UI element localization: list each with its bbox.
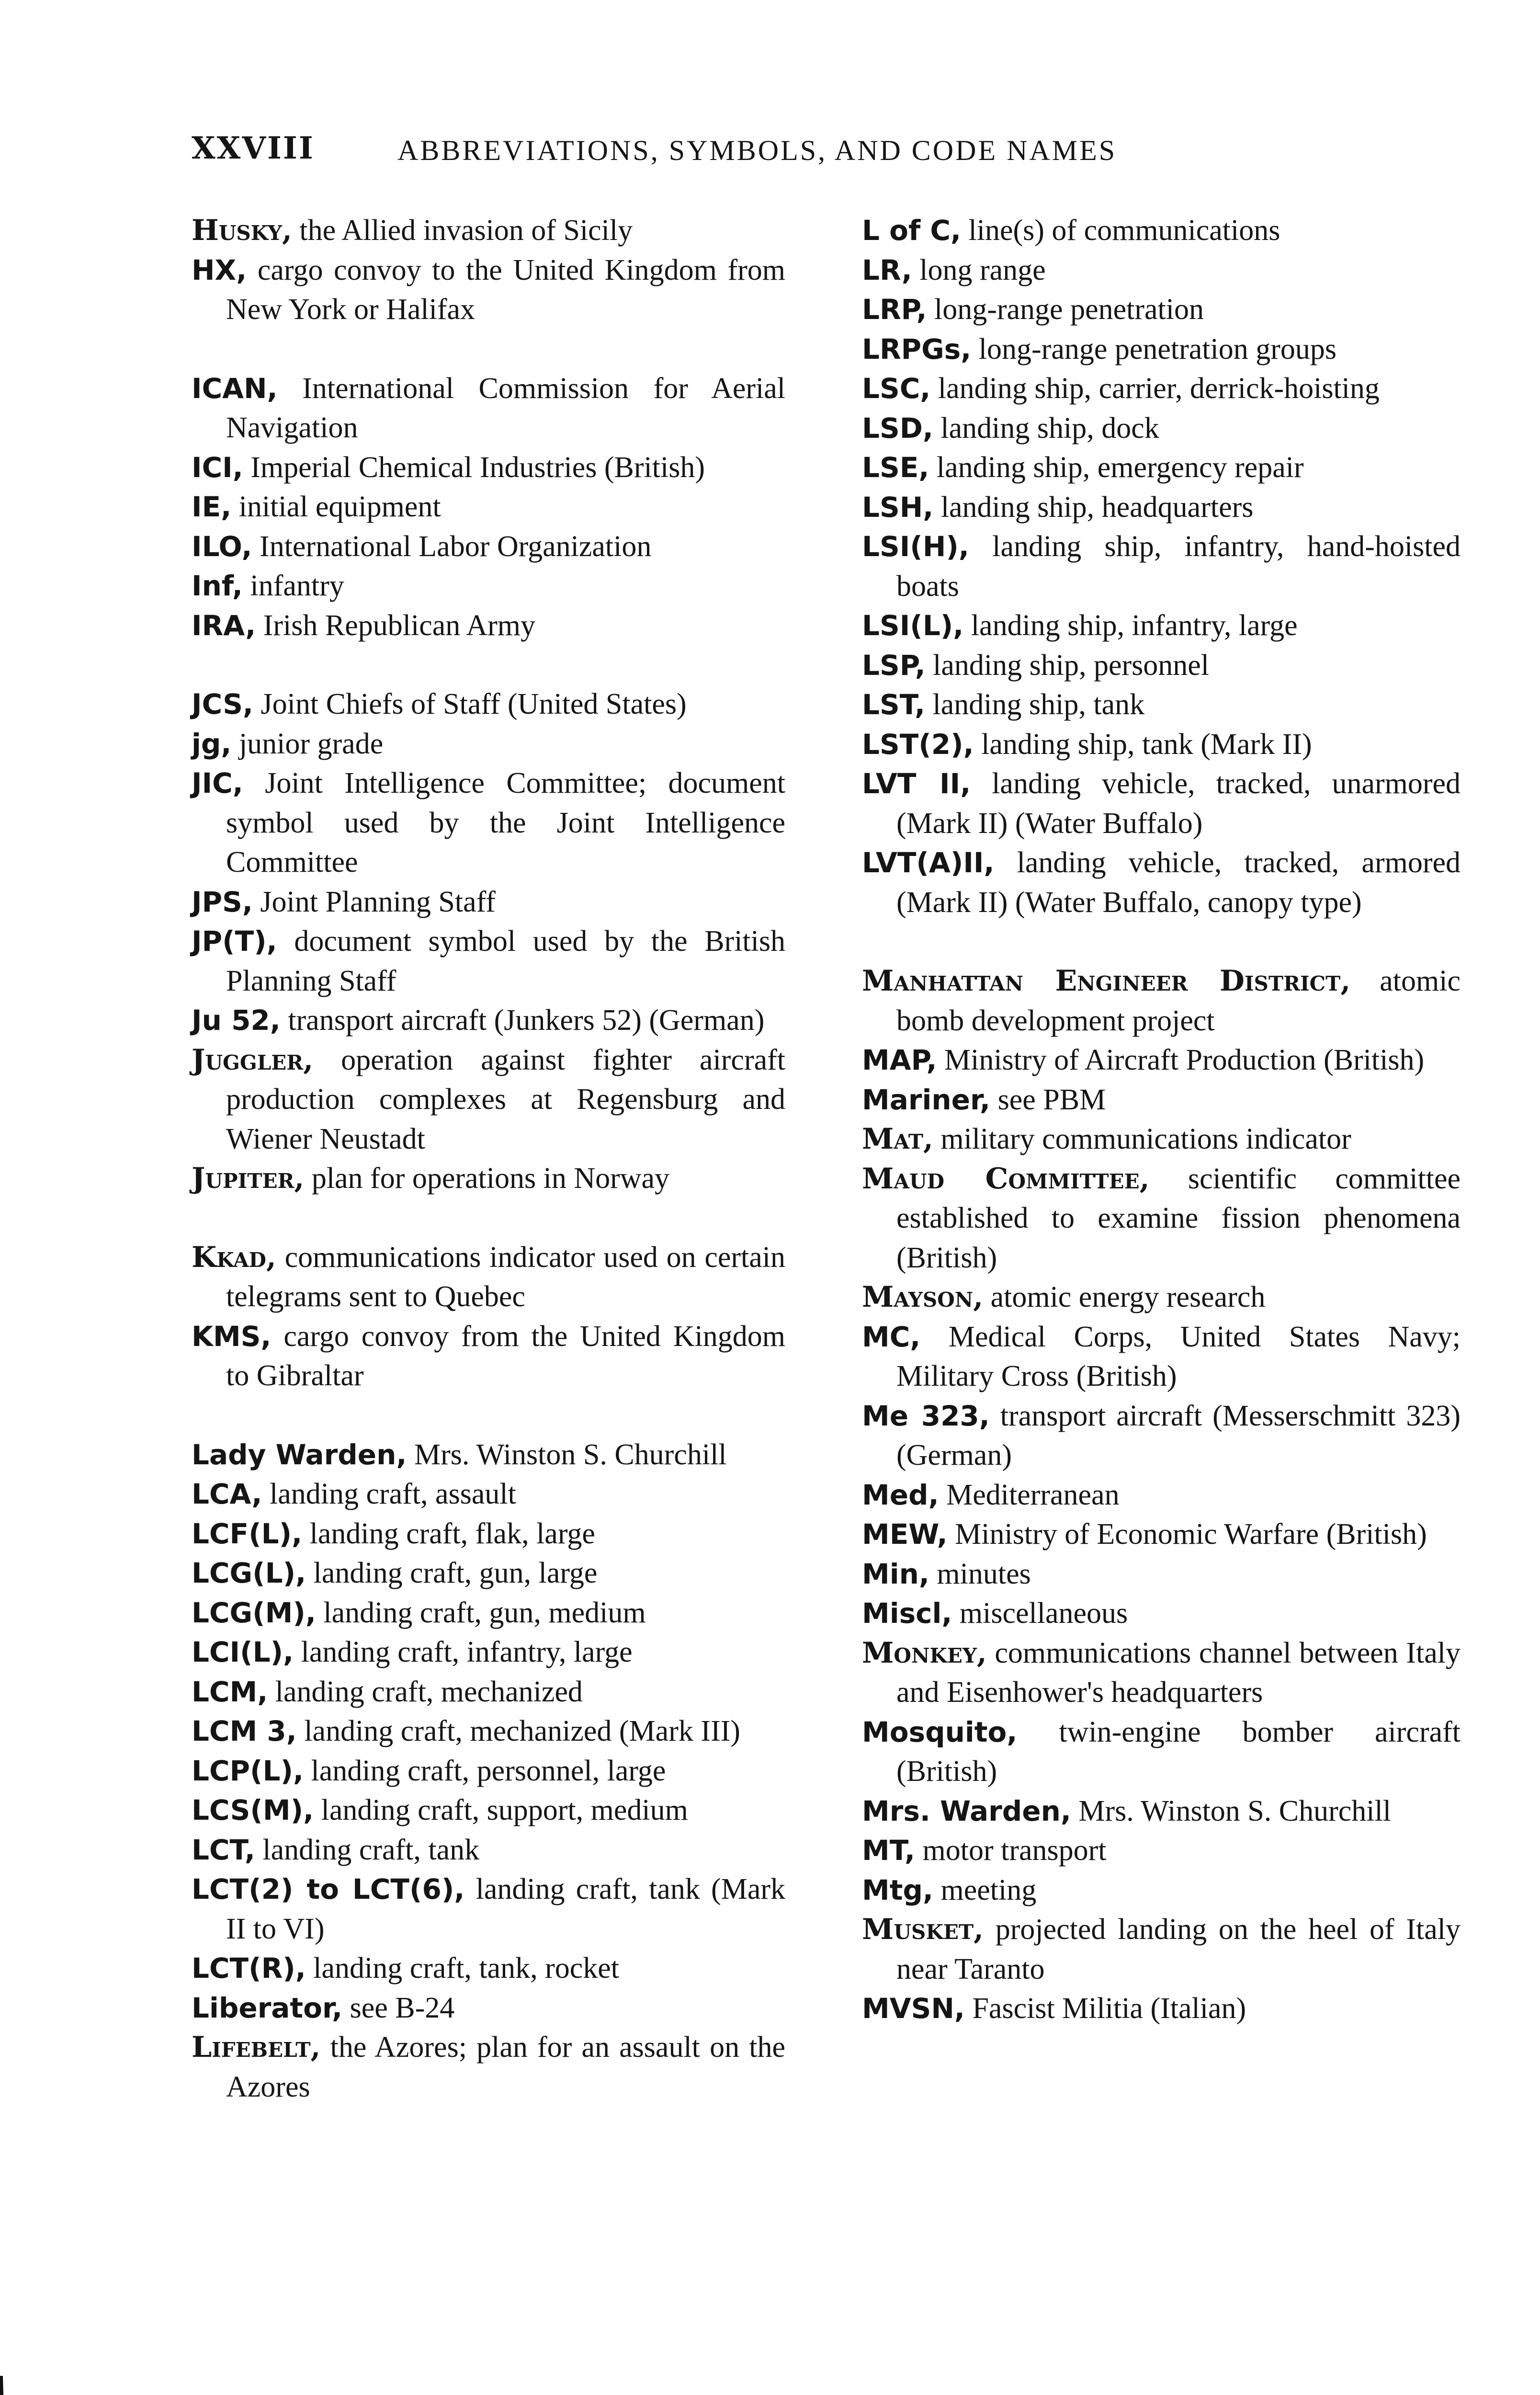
entry-term: LCG(M), (192, 1596, 316, 1629)
entry-term: LSI(H), (862, 530, 969, 563)
entry-definition: International Commission for Aerial Navigation (226, 372, 785, 444)
glossary-entry (192, 2028, 785, 2107)
entry-term: LSE, (862, 451, 929, 484)
entry-group (192, 1435, 785, 2107)
entry-definition: Joint Planning Staff (252, 885, 496, 918)
entry-term: ICAN, (192, 372, 278, 405)
entry-definition: Medical Corps, United States Navy; Military Cross (British) (896, 1320, 1461, 1392)
entry-term: LRP, (862, 293, 927, 326)
entry-term: LCF(L), (192, 1517, 303, 1550)
entry-term: LCT(2) to LCT(6), (192, 1873, 465, 1905)
entry-group (862, 961, 1461, 2029)
entry-definition: transport aircraft (Junkers 52) (German) (280, 1004, 765, 1037)
entry-term: KMS, (192, 1320, 272, 1353)
glossary-entry (192, 211, 785, 251)
entry-term: Mariner, (862, 1083, 991, 1116)
entry-definition: infantry (242, 570, 344, 602)
binding-shadow (0, 2376, 12, 2395)
glossary-entry (862, 1317, 1461, 1396)
entry-term: LSI(L), (862, 609, 964, 642)
entry-term: HX, (192, 253, 247, 286)
glossary-entry (862, 1119, 1461, 1159)
entry-definition: long-range penetration (927, 293, 1204, 326)
entry-term: LCS(M), (192, 1794, 314, 1826)
entry-term: LCI(L), (192, 1636, 294, 1668)
entry-term: Mrs. Warden, (862, 1794, 1071, 1827)
entry-term: LCT, (192, 1833, 255, 1866)
glossary-entry (862, 1080, 1461, 1120)
entry-term: Liberator, (192, 1991, 343, 2024)
glossary-entry (192, 1317, 785, 1396)
entry-definition: landing craft, assault (262, 1478, 516, 1510)
entry-definition: see B-24 (342, 1991, 455, 2024)
entry-term: LCM, (192, 1675, 268, 1708)
glossary-entry (192, 1830, 785, 1870)
glossary-entry (862, 1712, 1461, 1791)
glossary-entry (862, 1159, 1461, 1278)
glossary-entry (192, 1870, 785, 1949)
entry-definition: minutes (929, 1557, 1031, 1590)
glossary-entry (192, 1672, 785, 1712)
entry-definition: long range (912, 253, 1046, 286)
entry-definition: International Labor Organization (252, 530, 652, 563)
glossary-entry (862, 409, 1461, 448)
glossary-entry (862, 251, 1461, 290)
entry-definition: landing craft, flak, large (302, 1517, 595, 1550)
entry-term: Juggler, (192, 1043, 314, 1077)
entry-definition: Ministry of Economic Warfare (British) (947, 1518, 1427, 1551)
glossary-entry (192, 448, 785, 488)
glossary-entry (192, 724, 785, 764)
entry-term: IRA, (192, 609, 256, 642)
entry-term: Mosquito, (862, 1715, 1018, 1748)
entry-definition: initial equipment (231, 490, 441, 523)
entry-term: LCT(R), (192, 1952, 306, 1984)
entry-term: ILO, (192, 530, 252, 563)
glossary-entry (862, 843, 1461, 922)
entry-definition: Mrs. Winston S. Churchill (407, 1438, 727, 1471)
glossary-entry (192, 606, 785, 646)
left-column (192, 211, 785, 2107)
entry-term: jg, (192, 727, 232, 760)
entry-definition: Ministry of Aircraft Production (British) (937, 1044, 1425, 1076)
entry-definition: Fascist Militia (Italian) (964, 1992, 1246, 2025)
glossary-entry (862, 448, 1461, 488)
entry-term: LVT II, (862, 767, 971, 800)
entry-definition: the Allied invasion of Sicily (292, 214, 633, 247)
right-column (862, 211, 1461, 2029)
entry-term: LSP, (862, 649, 926, 682)
glossary-entry (862, 1870, 1461, 1910)
glossary-entry (862, 606, 1461, 646)
entry-definition: landing ship, dock (933, 411, 1159, 445)
entry-group (192, 1238, 785, 1396)
entry-definition: Irish Republican Army (256, 609, 535, 642)
entry-definition: atomic energy research (983, 1281, 1266, 1313)
entry-term: LCG(L), (192, 1557, 306, 1589)
glossary-entry (862, 1040, 1461, 1080)
entry-definition: landing craft, tank (255, 1833, 480, 1866)
entry-term: L of C, (862, 214, 962, 247)
entry-definition: landing craft, mechanized (268, 1675, 583, 1708)
entry-definition: see PBM (990, 1083, 1106, 1116)
entry-definition: landing ship, emergency repair (929, 451, 1304, 484)
entry-definition: landing ship, tank (925, 688, 1145, 721)
glossary-entry (192, 1553, 785, 1593)
entry-definition: landing craft, tank (Mark II to VI) (226, 1873, 785, 1945)
entry-definition: twin-engine bomber aircraft (British) (896, 1715, 1461, 1788)
entry-definition: landing craft, tank, rocket (306, 1952, 619, 1984)
page-header (192, 130, 1370, 178)
entry-term: LCM 3, (192, 1715, 297, 1747)
glossary-entry (192, 1001, 785, 1040)
glossary-entry (862, 527, 1461, 606)
glossary-entry (862, 1831, 1461, 1870)
entry-definition: landing craft, infantry, large (294, 1636, 633, 1668)
glossary-entry (192, 1988, 785, 2028)
entry-term: LSH, (862, 490, 934, 524)
glossary-entry (862, 961, 1461, 1040)
glossary-entry (192, 1238, 785, 1317)
entry-definition: landing ship, carrier, derrick-hoisting (930, 372, 1380, 405)
glossary-entry (192, 1474, 785, 1514)
entry-group (862, 211, 1461, 922)
entry-term: Manhattan Engineer District, (862, 964, 1351, 998)
entry-group (192, 369, 785, 646)
glossary-entry (862, 1594, 1461, 1633)
entry-term: MEW, (862, 1518, 948, 1551)
entry-term: LST, (862, 688, 926, 721)
entry-definition: communications channel between Italy and Eisenhower's headquarters (896, 1636, 1461, 1709)
glossary-entry (862, 488, 1461, 527)
entry-definition: landing ship, infantry, hand-hoisted boats (896, 530, 1461, 603)
entry-term: LR, (862, 253, 912, 286)
entry-term: Miscl, (862, 1597, 952, 1630)
glossary-entry (192, 684, 785, 724)
glossary-entry (862, 646, 1461, 685)
entry-definition: military communications indicator (933, 1123, 1351, 1155)
entry-definition: Imperial Chemical Industries (British) (243, 451, 705, 484)
entry-term: MC, (862, 1320, 921, 1353)
running-head: ABBREVIATIONS, SYMBOLS, AND CODE NAMES (397, 135, 1117, 166)
entry-term: LST(2), (862, 728, 974, 761)
entry-term: MAP, (862, 1044, 937, 1076)
entry-definition: long-range penetration groups (971, 332, 1337, 365)
entry-term: LSC, (862, 372, 931, 405)
glossary-entry (862, 1277, 1461, 1317)
entry-term: LRPGs, (862, 332, 972, 365)
entry-definition: motor transport (915, 1834, 1107, 1867)
entry-definition: landing vehicle, tracked, armored (Mark II) (Water Buffalo, canopy type) (896, 846, 1461, 919)
entry-term: Mtg, (862, 1873, 933, 1906)
entry-term: LCA, (192, 1478, 262, 1510)
entry-group (192, 211, 785, 330)
glossary-entry (192, 882, 785, 922)
glossary-entry (192, 764, 785, 882)
glossary-entry (862, 1633, 1461, 1712)
glossary-entry (192, 1435, 785, 1475)
entry-term: Lifebelt, (192, 2030, 321, 2064)
entry-definition: plan for operations in Norway (304, 1162, 670, 1195)
entry-term: JIC, (192, 767, 243, 799)
entry-term: IE, (192, 490, 232, 523)
entry-term: Kkad, (192, 1240, 276, 1274)
entry-term: Ju 52, (192, 1004, 281, 1037)
entry-definition: landing craft, personnel, large (304, 1754, 666, 1787)
entry-definition: line(s) of communications (961, 214, 1280, 247)
glossary-entry (192, 1791, 785, 1830)
entry-term: JPS, (192, 885, 253, 918)
glossary-entry (862, 1910, 1461, 1989)
glossary-entry (862, 1475, 1461, 1515)
glossary-entry (192, 527, 785, 567)
entry-term: ICI, (192, 451, 243, 484)
glossary-entry (192, 1632, 785, 1672)
glossary-entry (192, 1159, 785, 1198)
entry-definition: scientific committee established to examine fission phenomena (British) (896, 1162, 1461, 1274)
entry-definition: landing craft, support, medium (314, 1794, 688, 1826)
glossary-entry (862, 290, 1461, 330)
entry-definition: cargo convoy to the United Kingdom from New York or Halifax (226, 253, 785, 326)
glossary-entry (862, 1554, 1461, 1594)
entry-term: Jupiter, (192, 1162, 305, 1195)
glossary-entry (862, 330, 1461, 369)
entry-definition: meeting (933, 1873, 1037, 1906)
entry-term: MVSN, (862, 1992, 965, 2025)
glossary-entry (862, 211, 1461, 251)
glossary-entry (862, 1791, 1461, 1831)
entry-definition: Joint Chiefs of Staff (United States) (253, 688, 687, 720)
entry-term: LSD, (862, 411, 933, 445)
glossary-entry (192, 566, 785, 606)
entry-term: Mayson, (862, 1280, 984, 1314)
glossary-entry (862, 725, 1461, 764)
entry-definition: miscellaneous (952, 1597, 1128, 1630)
entry-term: Musket, (862, 1913, 984, 1946)
entry-definition: transport aircraft (Messerschmitt 323) (German) (896, 1399, 1461, 1471)
glossary-entry (192, 1949, 785, 1988)
page-number: XXVIII (192, 130, 315, 166)
glossary-entry (862, 685, 1461, 725)
glossary-entry (862, 1515, 1461, 1554)
entry-definition: landing ship, infantry, large (963, 609, 1298, 642)
entry-definition: junior grade (231, 727, 384, 760)
entry-term: LVT(A)II, (862, 846, 995, 879)
glossary-entry (192, 1593, 785, 1633)
entry-term: Monkey, (862, 1636, 987, 1670)
entry-definition: landing ship, headquarters (933, 490, 1254, 524)
glossary-entry (192, 1751, 785, 1791)
glossary-entry (192, 487, 785, 527)
entry-definition: landing vehicle, tracked, unarmored (Mark II) (Water Buffalo) (896, 767, 1461, 840)
entry-term: LCP(L), (192, 1754, 304, 1787)
glossary-entry (192, 251, 785, 330)
glossary-entry (192, 922, 785, 1001)
entry-term: Husky, (192, 214, 292, 247)
entry-definition: landing craft, gun, medium (316, 1596, 646, 1629)
entry-term: Inf, (192, 570, 243, 602)
entry-definition: document symbol used by the British Planning Staff (226, 925, 785, 997)
entry-definition: landing ship, tank (Mark II) (974, 728, 1312, 761)
entry-definition: landing ship, personnel (925, 649, 1209, 682)
entry-definition: cargo convoy from the United Kingdom to Gibraltar (226, 1320, 785, 1392)
entry-group (192, 684, 785, 1198)
entry-term: Lady Warden, (192, 1438, 407, 1471)
entry-definition: the Azores; plan for an assault on the Azores (226, 2031, 785, 2103)
entry-term: Mat, (862, 1122, 933, 1156)
entry-term: JCS, (192, 688, 254, 720)
glossary-entry (862, 369, 1461, 409)
entry-definition: atomic bomb development project (896, 965, 1461, 1037)
glossary-entry (862, 1989, 1461, 2029)
glossary-entry (862, 1396, 1461, 1475)
entry-term: JP(T), (192, 925, 277, 958)
entry-definition: Joint Intelligence Committee; document symbol used by the Joint Intelligence Committee (226, 767, 785, 878)
entry-definition: projected landing on the heel of Italy near Taranto (896, 1913, 1461, 1985)
entry-term: Me 323, (862, 1399, 990, 1432)
entry-definition: Mrs. Winston S. Churchill (1071, 1794, 1391, 1827)
entry-definition: communications indicator used on certain telegrams sent to Quebec (226, 1241, 785, 1313)
entry-definition: Mediterranean (939, 1478, 1120, 1511)
entry-definition: operation against fighter aircraft production complexes at Regensburg and Wiener Neustadt (226, 1043, 785, 1155)
glossary-entry (192, 369, 785, 448)
entry-definition: landing craft, mechanized (Mark III) (296, 1715, 740, 1747)
entry-term: MT, (862, 1834, 916, 1867)
entry-term: Min, (862, 1557, 929, 1590)
glossary-entry (192, 1514, 785, 1554)
entry-definition: landing craft, gun, large (306, 1557, 598, 1589)
entry-term: Med, (862, 1478, 939, 1511)
entry-term: Maud Committee, (862, 1162, 1150, 1196)
glossary-entry (862, 764, 1461, 843)
glossary-entry (192, 1711, 785, 1751)
glossary-entry (192, 1040, 785, 1159)
